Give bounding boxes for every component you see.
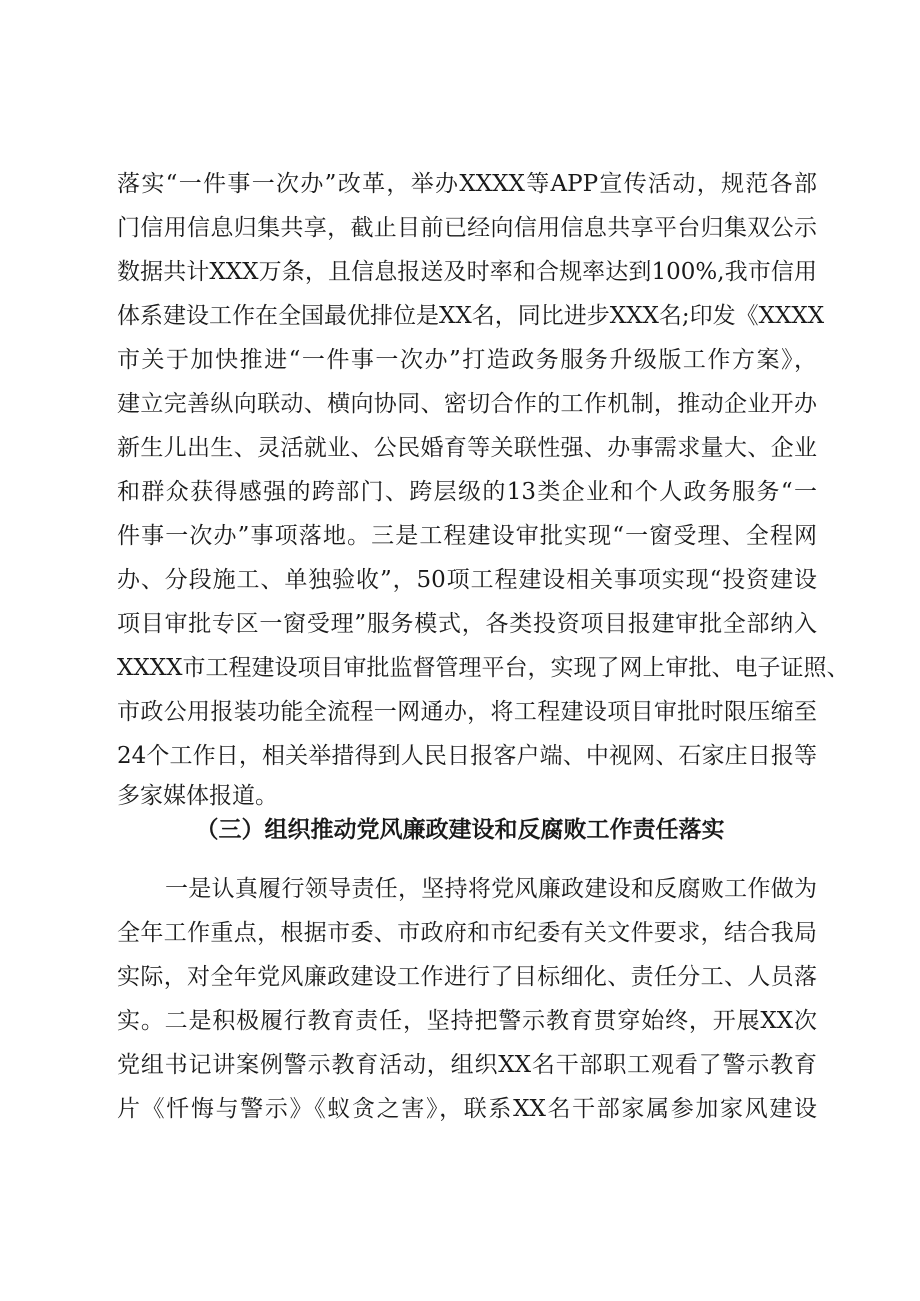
section-heading: （三）组织推动党风廉政建设和反腐败工作责任落实 [195,817,725,843]
paragraph-line: 门信用信息归集共享，截止目前已经向信用信息共享平台归集双公示 [117,215,817,241]
paragraph-line: 落实“一件事一次办”改革，举办XXXX等APP宣传活动，规范各部 [117,171,817,197]
paragraph-line: 项目审批专区一窗受理”服务模式，各类投资项目报建审批全部纳入 [117,611,817,637]
paragraph-line: 新生儿出生、灵活就业、公民婚育等关联性强、办事需求量大、企业 [117,435,817,461]
paragraph-line: 党组书记讲案例警示教育活动，组织XX名干部职工观看了警示教育 [117,1052,817,1078]
paragraph-line: 一是认真履行领导责任，坚持将党风廉政建设和反腐败工作做为 [165,876,817,902]
paragraph-line: 24个工作日，相关举措得到人民日报客户端、中视网、石家庄日报等 [117,743,817,769]
paragraph-line: 实际，对全年党风廉政建设工作进行了目标细化、责任分工、人员落 [117,964,817,990]
paragraph-line: 全年工作重点，根据市委、市政府和市纪委有关文件要求，结合我局 [117,920,817,946]
paragraph-line: 实。二是积极履行教育责任，坚持把警示教育贯穿始终，开展XX次 [117,1008,817,1034]
paragraph-line: 市关于加快推进“一件事一次办”打造政务服务升级版工作方案》， [117,347,817,373]
paragraph-line: 体系建设工作在全国最优排位是XX名，同比进步XXX名;印发《XXXX [117,303,825,329]
paragraph-line: 多家媒体报道。 [117,783,278,809]
paragraph-line: 和群众获得感强的跨部门、跨层级的13类企业和个人政务服务“一 [117,479,817,505]
paragraph-line: XXXX市工程建设项目审批监督管理平台，实现了网上审批、电子证照、 [117,655,850,681]
paragraph-line: 市政公用报装功能全流程一网通办，将工程建设项目审批时限压缩至 [117,699,817,725]
paragraph-line: 建立完善纵向联动、横向协同、密切合作的工作机制，推动企业开办 [117,391,817,417]
paragraph-line: 件事一次办”事项落地。三是工程建设审批实现“一窗受理、全程网 [117,523,817,549]
paragraph-line: 办、分段施工、单独验收”，50项工程建设相关事项实现“投资建设 [117,567,817,593]
paragraph-line: 数据共计XXX万条，且信息报送及时率和合规率达到100%,我市信用 [117,259,817,285]
paragraph-line: 片《忏悔与警示》《蚁贪之害》，联系XX名干部家属参加家风建设 [117,1096,817,1122]
